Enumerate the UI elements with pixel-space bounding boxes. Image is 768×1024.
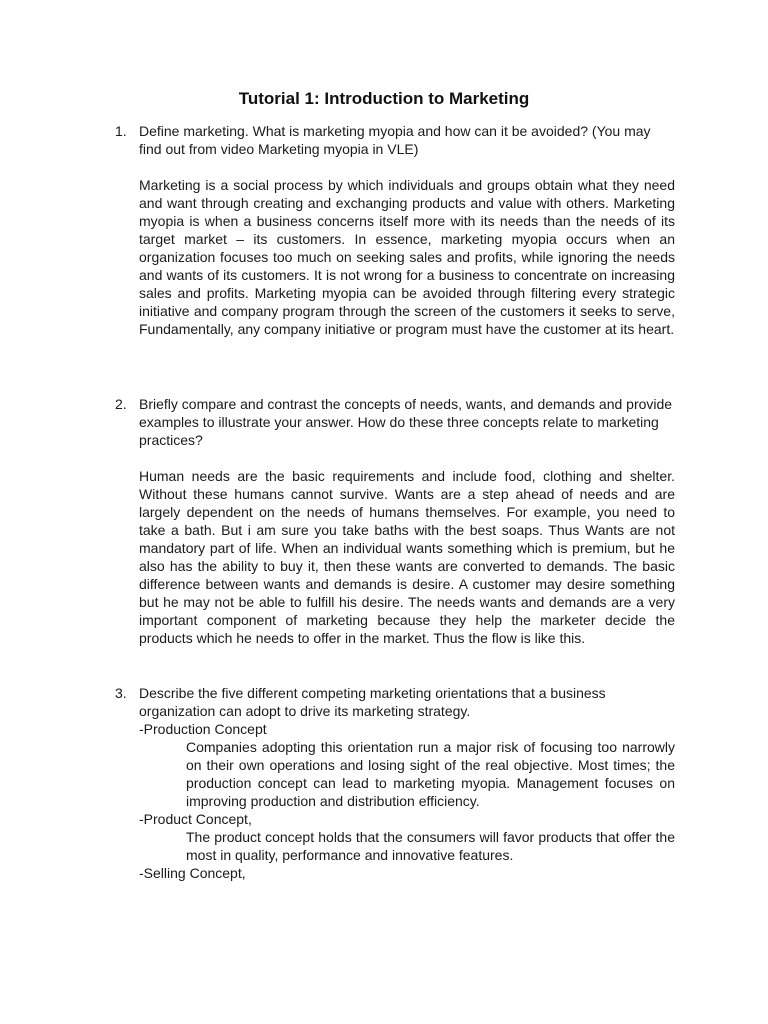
concept-description: The product concept holds that the consumers will favor products that offer the most in quality, performance and innovative features. xyxy=(186,829,675,863)
question-1 xyxy=(115,122,675,338)
concept-production xyxy=(115,720,675,810)
question-number: 1. xyxy=(115,123,127,139)
answer-text: Marketing is a social process by which individuals and groups obtain what they need and want through creating and exchanging products and value with others. Marketing myopia is when a business concerns itself more with its needs than the needs of its target market – its customers. In essence, marketing myopia occurs when an organization focuses too much on seeking sales and profits, while ignoring the needs and wants of its customers. It is not wrong for a business to concentrate on increasing sales and profits. Marketing myopia can be avoided through filtering every strategic initiative and company program through the screen of the customers it seeks to serve, Fundamentally, any company initiative or program must have the customer at its heart. xyxy=(139,177,675,337)
concept-description: Companies adopting this orientation run a major risk of focusing too narrowly on their own operations and losing sight of the real objective. Most times; the production concept can lead to marketing myopia. Management focuses on improving production and distribution efficiency. xyxy=(186,739,675,809)
question-text: Define marketing. What is marketing myopia and how can it be avoided? (You may find out from video Marketing myopia in VLE) xyxy=(139,123,651,157)
question-text: Briefly compare and contrast the concepts of needs, wants, and demands and provide examples to illustrate your answer. How do these three concepts relate to marketing practices? xyxy=(139,396,673,448)
concept-heading: -Product Concept, xyxy=(139,811,252,827)
concept-heading: -Selling Concept, xyxy=(139,865,246,881)
question-2 xyxy=(115,395,675,647)
concept-product xyxy=(115,810,675,864)
question-number: 2. xyxy=(115,396,127,412)
question-text: Describe the five different competing marketing orientations that a business organization can adopt to drive its marketing strategy. xyxy=(139,685,606,719)
concept-heading: -Production Concept xyxy=(139,721,267,737)
answer-text: Human needs are the basic requirements and include food, clothing and shelter. Without these humans cannot survive. Wants are a step ahead of needs and are largely dependent on the needs of humans themselves. For example, you need to take a bath. But i am sure you take baths with the best soaps. Thus Wants are not mandatory part of life. When an individual wants something which is premium, but he also has the ability to buy it, then these wants are converted to demands. The basic difference between wants and demands is desire. A customer may desire something but he may not be able to fulfill his desire. The needs wants and demands are a very important component of marketing because they help the marketer decide the products which he needs to offer in the market. Thus the flow is like this. xyxy=(139,468,675,646)
question-number: 3. xyxy=(115,685,127,701)
concept-selling xyxy=(115,864,675,882)
page-title: Tutorial 1: Introduction to Marketing xyxy=(238,89,530,108)
question-3 xyxy=(115,684,675,882)
